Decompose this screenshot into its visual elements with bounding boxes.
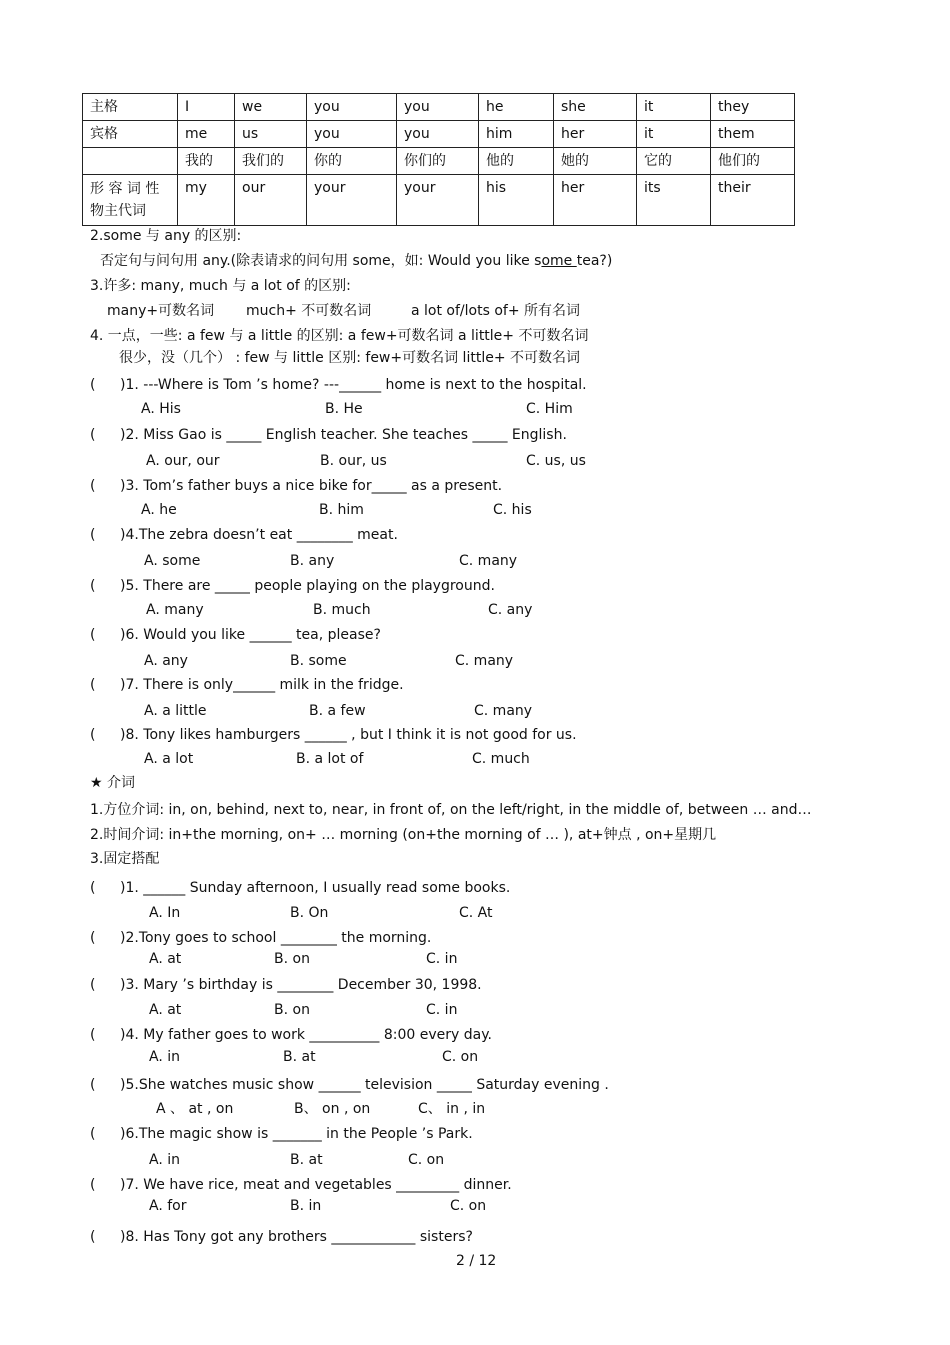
- answer-option-b: B、 on , on: [294, 1101, 371, 1117]
- pronoun-cell: we: [235, 94, 307, 121]
- answer-option-c: C. on: [408, 1152, 445, 1168]
- answer-option-b: B. in: [290, 1198, 322, 1214]
- question-text: )5. There are _____ people playing on the playground.: [120, 578, 495, 594]
- answer-paren: (: [90, 930, 96, 946]
- answer-paren: (: [90, 527, 96, 543]
- answer-paren: (: [90, 578, 96, 594]
- pronoun-table-row: [83, 148, 795, 175]
- pronoun-row-header: 主格: [83, 94, 178, 121]
- pronoun-cell: him: [479, 121, 554, 148]
- pronoun-cell: 他们的: [711, 148, 795, 175]
- pronoun-table-row: [83, 121, 795, 148]
- page-number: 2 / 12: [456, 1253, 497, 1269]
- answer-option-b: B. at: [283, 1049, 316, 1065]
- question-text: )3. Mary ’s birthday is ________ December 30, 1998.: [120, 977, 482, 993]
- pronoun-cell: you: [307, 121, 397, 148]
- pronoun-cell: its: [637, 175, 711, 226]
- answer-paren: (: [90, 880, 96, 896]
- pronoun-table-row: [83, 175, 795, 226]
- pronoun-cell: you: [307, 94, 397, 121]
- answer-option-c: C. Him: [526, 401, 573, 417]
- answer-option-b: B. a few: [309, 703, 366, 719]
- answer-option-b: B. on: [274, 1002, 310, 1018]
- answer-option-c: C、 in , in: [418, 1101, 486, 1117]
- many-much-rule-2: much+ 不可数名词: [246, 303, 372, 319]
- prep-time-line: 2.时间介词: in+the morning, on+ … morning (on+the morning of … ), at+钟点 , on+星期几: [90, 827, 717, 843]
- pronoun-cell: your: [397, 175, 479, 226]
- answer-option-a: A. a little: [144, 703, 207, 719]
- answer-option-a: A. in: [149, 1049, 180, 1065]
- answer-option-c: C. his: [493, 502, 532, 518]
- pronoun-cell: she: [554, 94, 637, 121]
- answer-option-a: A. a lot: [144, 751, 194, 767]
- pronoun-cell: 她的: [554, 148, 637, 175]
- answer-paren: (: [90, 677, 96, 693]
- prep-fixed-line: 3.固定搭配: [90, 851, 160, 867]
- pronoun-cell: us: [235, 121, 307, 148]
- answer-option-a: A. many: [146, 602, 204, 618]
- answer-paren: (: [90, 1027, 96, 1043]
- answer-paren: (: [90, 478, 96, 494]
- answer-option-c: C. At: [459, 905, 493, 921]
- answer-option-b: B. On: [290, 905, 329, 921]
- answer-paren: (: [90, 627, 96, 643]
- answer-option-a: A. at: [149, 951, 182, 967]
- pronoun-cell: your: [307, 175, 397, 226]
- pronoun-cell: 我们的: [235, 148, 307, 175]
- pronoun-cell: you: [397, 121, 479, 148]
- answer-option-a: A. in: [149, 1152, 180, 1168]
- pronoun-cell: her: [554, 175, 637, 226]
- answer-option-b: B. our, us: [320, 453, 387, 469]
- question-text: )1. ______ Sunday afternoon, I usually read some books.: [120, 880, 511, 896]
- answer-paren: (: [90, 977, 96, 993]
- question-text: )2. Miss Gao is _____ English teacher. She teaches _____ English.: [120, 427, 567, 443]
- pronoun-table-row: [83, 94, 795, 121]
- answer-option-b: B. much: [313, 602, 371, 618]
- question-text: )7. We have rice, meat and vegetables _________ dinner.: [120, 1177, 512, 1193]
- answer-option-c: C. many: [474, 703, 533, 719]
- many-much-title: 3.许多: many, much 与 a lot of 的区别:: [90, 278, 351, 294]
- answer-option-b: B. a lot of: [296, 751, 364, 767]
- pronoun-cell: their: [711, 175, 795, 226]
- pronoun-row-header: 宾格: [83, 121, 178, 148]
- pronoun-table: [82, 93, 795, 226]
- question-text: )3. Tom’s father buys a nice bike for_____ as a present.: [120, 478, 503, 494]
- question-text: )8. Has Tony got any brothers ____________ sisters?: [120, 1229, 473, 1245]
- answer-option-c: C. many: [455, 653, 514, 669]
- pronoun-cell: they: [711, 94, 795, 121]
- many-much-rule-1: many+可数名词: [107, 303, 215, 319]
- some-any-title: 2.some 与 any 的区别:: [90, 228, 242, 244]
- answer-paren: (: [90, 1229, 96, 1245]
- pronoun-cell: them: [711, 121, 795, 148]
- answer-option-c: C. in: [426, 1002, 458, 1018]
- answer-option-c: C. many: [459, 553, 518, 569]
- answer-option-a: A. for: [149, 1198, 187, 1214]
- answer-option-c: C. in: [426, 951, 458, 967]
- answer-option-a: A. our, our: [146, 453, 220, 469]
- question-text: )2.Tony goes to school ________ the morning.: [120, 930, 432, 946]
- answer-option-b: B. him: [319, 502, 364, 518]
- answer-paren: (: [90, 727, 96, 743]
- answer-option-c: C. on: [442, 1049, 479, 1065]
- answer-option-b: B. some: [290, 653, 347, 669]
- answer-paren: (: [90, 1177, 96, 1193]
- prep-place-line: 1.方位介词: in, on, behind, next to, near, in front of, on the left/right, in the middle of, between … and…: [90, 802, 812, 818]
- pronoun-cell: he: [479, 94, 554, 121]
- pronoun-cell: I: [178, 94, 235, 121]
- answer-option-a: A. His: [141, 401, 181, 417]
- question-text: )5.She watches music show ______ television _____ Saturday evening .: [120, 1077, 609, 1093]
- answer-option-c: C. us, us: [526, 453, 586, 469]
- pronoun-cell: our: [235, 175, 307, 226]
- answer-option-c: C. much: [472, 751, 530, 767]
- prep-heading: ★ 介词: [90, 775, 136, 791]
- answer-option-a: A. In: [149, 905, 181, 921]
- pronoun-cell: it: [637, 121, 711, 148]
- answer-paren: (: [90, 1077, 96, 1093]
- pronoun-cell: you: [397, 94, 479, 121]
- pronoun-row-header: [83, 148, 178, 175]
- pronoun-cell: 你们的: [397, 148, 479, 175]
- answer-paren: (: [90, 427, 96, 443]
- question-text: )6. Would you like ______ tea, please?: [120, 627, 381, 643]
- answer-option-a: A. he: [141, 502, 177, 518]
- some-any-body: 否定句与问句用 any.(除表请求的问句用 some，如: Would you like some tea?): [100, 253, 613, 269]
- pronoun-cell: 他的: [479, 148, 554, 175]
- pronoun-cell: her: [554, 121, 637, 148]
- few-little-rule-2: 很少，没（几个） : few 与 little 区别: few+可数名词 little+ 不可数名词: [119, 350, 581, 366]
- pronoun-cell: me: [178, 121, 235, 148]
- pronoun-cell: 你的: [307, 148, 397, 175]
- few-little-rule-1: 4. 一点，一些: a few 与 a little 的区别: a few+可数名词 a little+ 不可数名词: [90, 328, 589, 344]
- pronoun-cell: 我的: [178, 148, 235, 175]
- question-text: )8. Tony likes hamburgers ______ , but I think it is not good for us.: [120, 727, 577, 743]
- answer-paren: (: [90, 377, 96, 393]
- answer-option-b: B. any: [290, 553, 335, 569]
- answer-option-a: A. at: [149, 1002, 182, 1018]
- pronoun-cell: it: [637, 94, 711, 121]
- pronoun-cell: 它的: [637, 148, 711, 175]
- question-text: )6.The magic show is _______ in the People ’s Park.: [120, 1126, 473, 1142]
- answer-option-c: C. on: [450, 1198, 487, 1214]
- pronoun-cell: his: [479, 175, 554, 226]
- answer-option-b: B. on: [274, 951, 310, 967]
- answer-option-a: A 、 at , on: [156, 1101, 234, 1117]
- question-text: )4.The zebra doesn’t eat ________ meat.: [120, 527, 398, 543]
- question-text: )7. There is only______ milk in the fridge.: [120, 677, 404, 693]
- many-much-rule-3: a lot of/lots of+ 所有名词: [411, 303, 580, 319]
- answer-option-b: B. at: [290, 1152, 323, 1168]
- answer-paren: (: [90, 1126, 96, 1142]
- answer-option-c: C. any: [488, 602, 533, 618]
- question-text: )4. My father goes to work __________ 8:00 every day.: [120, 1027, 492, 1043]
- pronoun-row-header: 形 容 词 性 物主代词: [83, 175, 178, 226]
- answer-option-a: A. any: [144, 653, 188, 669]
- pronoun-cell: my: [178, 175, 235, 226]
- answer-option-a: A. some: [144, 553, 201, 569]
- answer-option-b: B. He: [325, 401, 363, 417]
- question-text: )1. ---Where is Tom ’s home? ---______ home is next to the hospital.: [120, 377, 587, 393]
